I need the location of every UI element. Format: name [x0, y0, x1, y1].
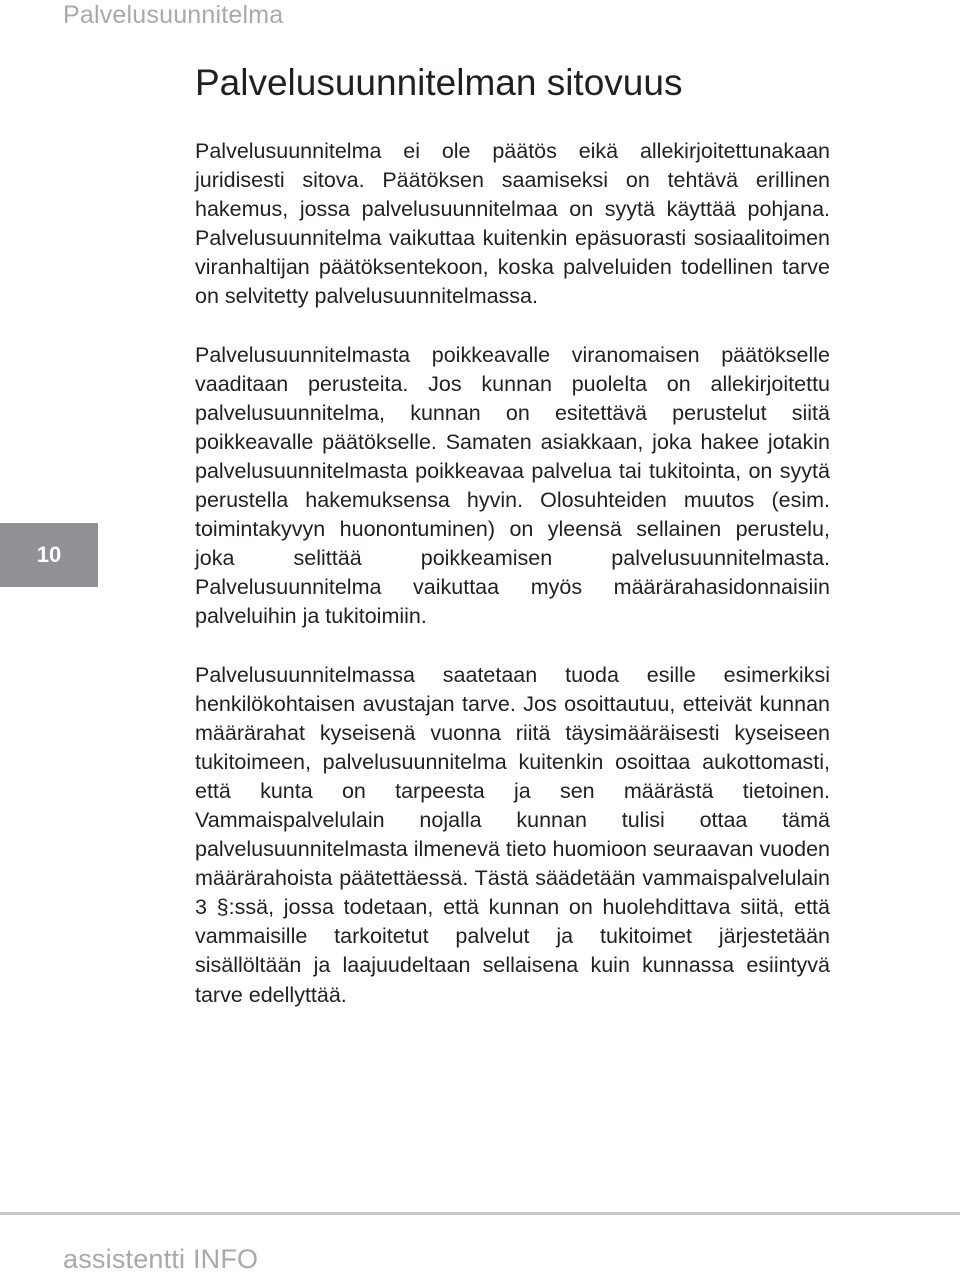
paragraph: Palvelusuunnitelmassa saatetaan tuoda esille esimerkiksi henkilökohtaisen avustajan tarve. Jos osoittautuu, etteivät kunnan määrärahat kyseisenä vuonna riitä täysimääräisesti kyseiseen tukitoimeen, palvelusuunnitelma kuitenkin osoittaa aukottomasti, että kunta on tarpeesta ja sen määrästä tietoinen. Vammaispalvelulain nojalla kunnan tulisi ottaa tämä palvelusuunnitelmasta ilmenevä tieto huomioon seuraavan vuoden määrärahoista päätettäessä. Tästä säädetään vammaispalvelulain 3 §:ssä, jossa todetaan, että kunnan on huolehdittava siitä, että vammaisille tarkoitetut palvelut ja tukitoimet järjestetään sisällöltään ja laajuudeltaan sellaisena kuin kunnassa esiintyvä tarve edellyttää.	[195, 662, 830, 1007]
paragraph: Palvelusuunnitelma ei ole päätös eikä allekirjoitettunakaan juridisesti sitova. Päätöksen saamiseksi on tehtävä erillinen hakemus, jossa palvelusuunnitelmaa on syytä käyttää pohjana. Palvelusuunnitelma vaikuttaa kuitenkin epäsuorasti sosiaalitoimen viranhaltijan päätöksentekoon, koska palveluiden todellinen tarve on selvitetty palvelusuunnitelmassa.	[195, 139, 830, 309]
footer-divider	[0, 1212, 960, 1215]
page-title: Palvelusuunnitelman sitovuus	[195, 62, 683, 103]
page-number: 10	[36, 542, 62, 567]
paragraph: Palvelusuunnitelmasta poikkeavalle viranomaisen päätökselle vaaditaan perusteita. Jos kunnan puolelta on allekirjoitettu palvelusuunnitelma, kunnan on esitettävä perustelut siitä poikkeavalle päätökselle. Samaten asiakkaan, joka hakee jotakin palvelusuunnitelmasta poikkeavaa palvelua tai tukitointa, on syytä perustella hakemuksensa hyvin. Olosuhteiden muutos (esim. toimintakyvyn huonontuminen) on yleensä sellainen perustelu, joka selittää poikkeamisen palvelusuunnitelmasta. Palvelusuunnitelma vaikuttaa myös määrärahasidonnaisiin palveluihin ja tukitoimiin.	[195, 342, 830, 629]
body-text	[195, 137, 830, 1039]
page-number-tab	[0, 523, 98, 587]
running-header: Palvelusuunnitelma	[63, 1, 284, 29]
footer-brand: assistentti INFO	[63, 1244, 259, 1274]
